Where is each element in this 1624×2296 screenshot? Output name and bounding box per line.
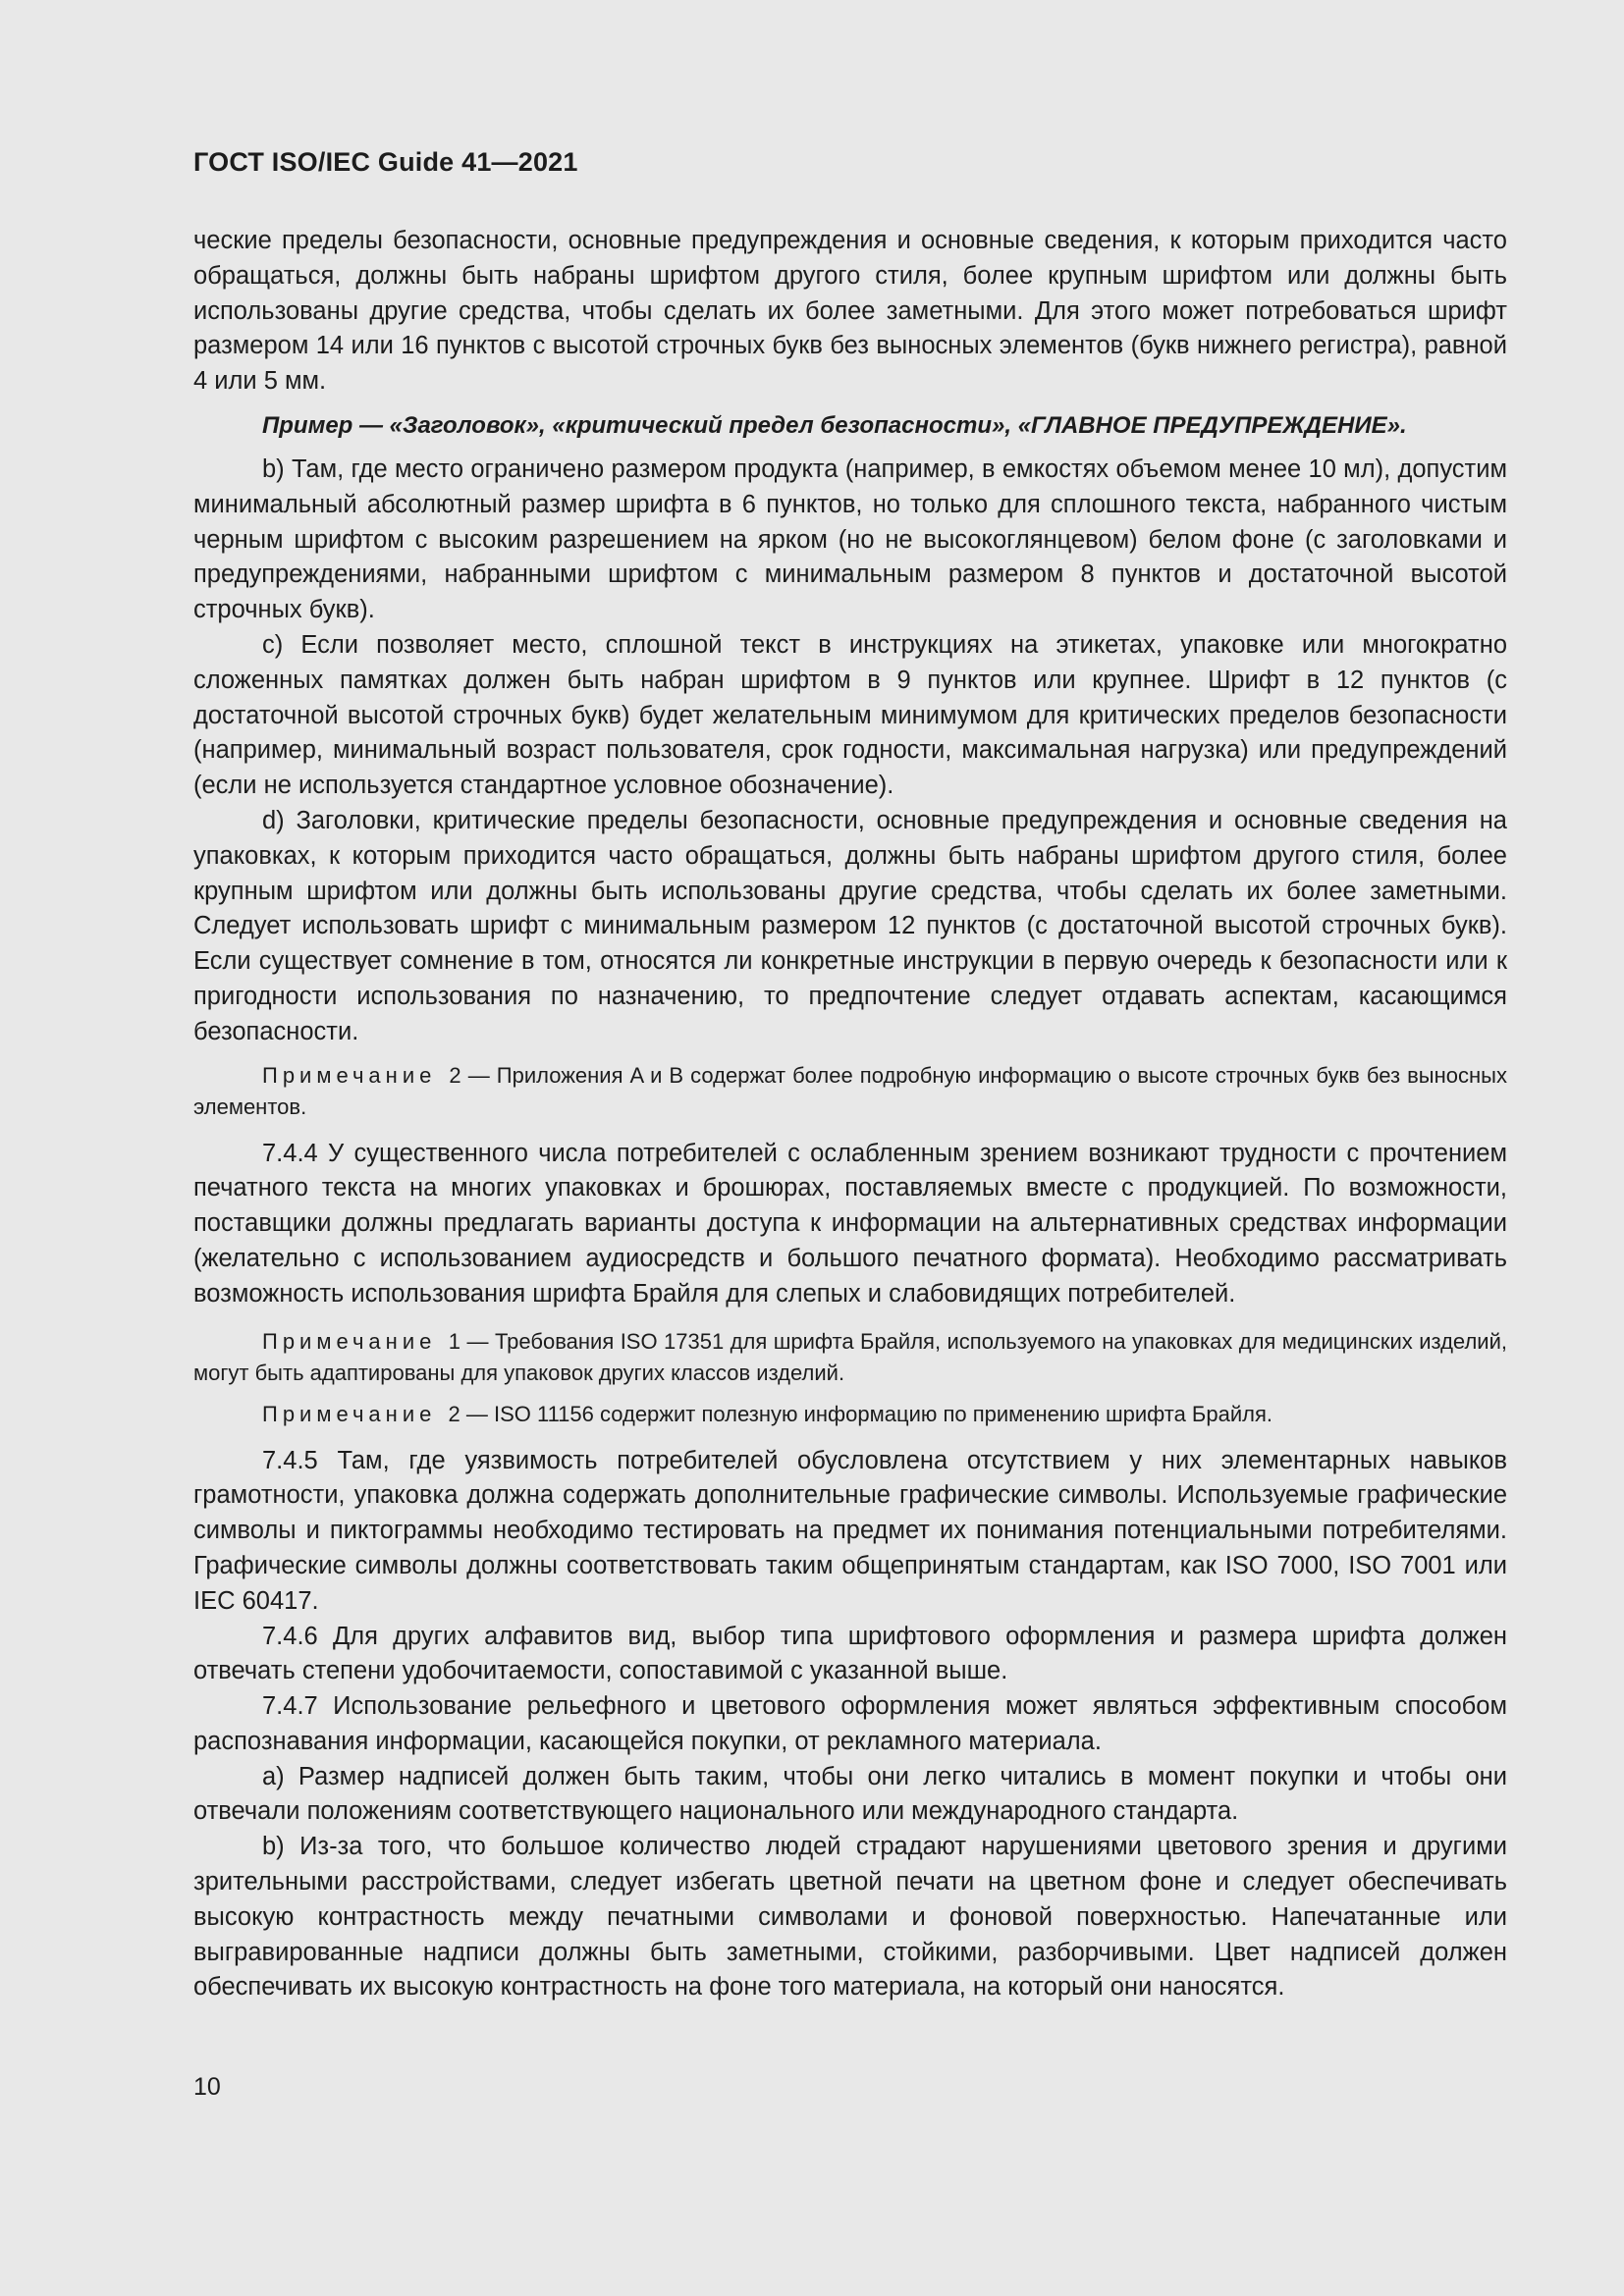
note-number: 1 <box>448 1328 461 1354</box>
note-label: Примечание <box>262 1062 437 1088</box>
note-iso-17351 <box>193 1326 1507 1389</box>
section-7-4-6: 7.4.6 Для других алфавитов вид, выбор типа шрифтового оформления и размера шрифта должен отвечать степени удобочитаемости, сопоставимой с указанной выше. <box>193 1622 1507 1685</box>
section-7-4-4: 7.4.4 У существенного числа потребителей с ослабленным зрением возникают трудности с прочтением печатного текста на многих упаковках и брошюрах, поставляемых вместе с продукцией. По возможности, поставщики должны предлагать варианты доступа к информации на альтернативных средствах информации (желательно с использованием аудиосредств и большого печатного формата). Необходимо рассматривать возможность использования шрифта Брайля для слепых и слабовидящих потребителей. <box>193 1139 1507 1308</box>
list-item-a: a) Размер надписей должен быть таким, чтобы они легко читались в момент покупки и чтобы они отвечали положениям соответствующего национального или международного стандарта. <box>193 1762 1507 1826</box>
note-number: 2 <box>449 1062 461 1088</box>
list-item-b: b) Там, где место ограничено размером продукта (например, в емкостях объемом менее 10 мл), допустим минимальный абсолютный размер шрифта в 6 пунктов, но только для сплошного текста, набранного чистым черным шрифтом с высоким разрешением на ярком (но не высокоглянцевом) белом фоне (с заголовками и предупреждениями, набранными шрифтом с минимальным размером 8 пунктов и достаточной высотой строчных букв). <box>193 454 1507 624</box>
list-item-c: c) Если позволяет место, сплошной текст в инструкциях на этикетах, упаковке или многократно сложенных памятках должен быть набран шрифтом в 9 пунктов или крупнее. Шрифт в 12 пунктов (с достаточной высотой строчных букв) будет желательным минимумом для критических пределов безопасности (например, минимальный возраст пользователя, срок годности, максимальная нагрузка) или предупреждений (если не используется стандартное условное обозначение). <box>193 630 1507 800</box>
document-body <box>193 224 1507 2005</box>
note-annexes <box>193 1060 1507 1123</box>
section-7-4-7: 7.4.7 Использование рельефного и цветового оформления может являться эффективным способом распознавания информации, касающейся покупки, от рекламного материала. <box>193 1692 1507 1755</box>
note-iso-11156 <box>193 1399 1507 1430</box>
note-label: Примечание <box>262 1328 437 1354</box>
paragraph-continuation: ческие пределы безопасности, основные предупреждения и основные сведения, к которым приходится часто обращаться, должны быть набраны шрифтом другого стиля, более крупным шрифтом или должны быть использованы другие средства, чтобы сделать их более заметными. Для этого может потребоваться шрифт размером 14 или 16 пунктов с высотой строчных букв без выносных элементов (букв нижнего регистра), равной 4 или 5 мм. <box>193 227 1507 396</box>
example-text: Пример — «Заголовок», «критический предел безопасности», «ГЛАВНОЕ ПРЕДУПРЕЖДЕНИЕ». <box>262 411 1407 439</box>
note-text: — ISO 11156 содержит полезную информацию по применению шрифта Брайля. <box>465 1401 1272 1426</box>
document-header: ГОСТ ISO/IEC Guide 41—2021 <box>193 147 578 177</box>
list-item-b-color: b) Из-за того, что большое количество людей страдают нарушениями цветового зрения и другими зрительными расстройствами, следует избегать цветной печати на цветном фоне и следует обеспечивать высокую контрастность между печатными символами и фоновой поверхностью. Напечатанные или выгравированные надписи должны быть заметными, стойкими, разборчивыми. Цвет надписей должен обеспечивать их высокую контрастность на фоне того материала, на который они наносятся. <box>193 1833 1507 2002</box>
section-7-4-5: 7.4.5 Там, где уязвимость потребителей обусловлена отсутствием у них элементарных навыков грамотности, упаковка должна содержать дополнительные графические символы. Используемые графические символы и пиктограммы необходимо тестировать на предмет их понимания потенциальными потребителями. Графические символы должны соответствовать таким общепринятым стандартам, как ISO 7000, ISO 7001 или IEC 60417. <box>193 1446 1507 1615</box>
note-number: 2 <box>448 1401 460 1426</box>
note-label: Примечание <box>262 1401 437 1426</box>
page-number: 10 <box>193 2073 221 2101</box>
note-text: — Требования ISO 17351 для шрифта Брайля, используемого на упаковках для медицинских изделий, могут быть адаптированы для упаковок других классов изделий. <box>193 1328 1507 1385</box>
list-item-d: d) Заголовки, критические пределы безопасности, основные предупреждения и основные сведения на упаковках, к которым приходится часто обращаться, должны быть набраны шрифтом другого стиля, более крупным шрифтом или должны быть использованы другие средства, чтобы сделать их более заметными. Следует использовать шрифт с минимальным размером 12 пунктов (с достаточной высотой строчных букв). Если существует сомнение в том, относятся ли конкретные инструкции в первую очередь к безопасности или к пригодности использования по назначению, то предпочтение следует отдавать аспектам, касающимся безопасности. <box>193 806 1507 1045</box>
note-text: — Приложения A и B содержат более подробную информацию о высоте строчных букв без выносных элементов. <box>193 1062 1507 1119</box>
